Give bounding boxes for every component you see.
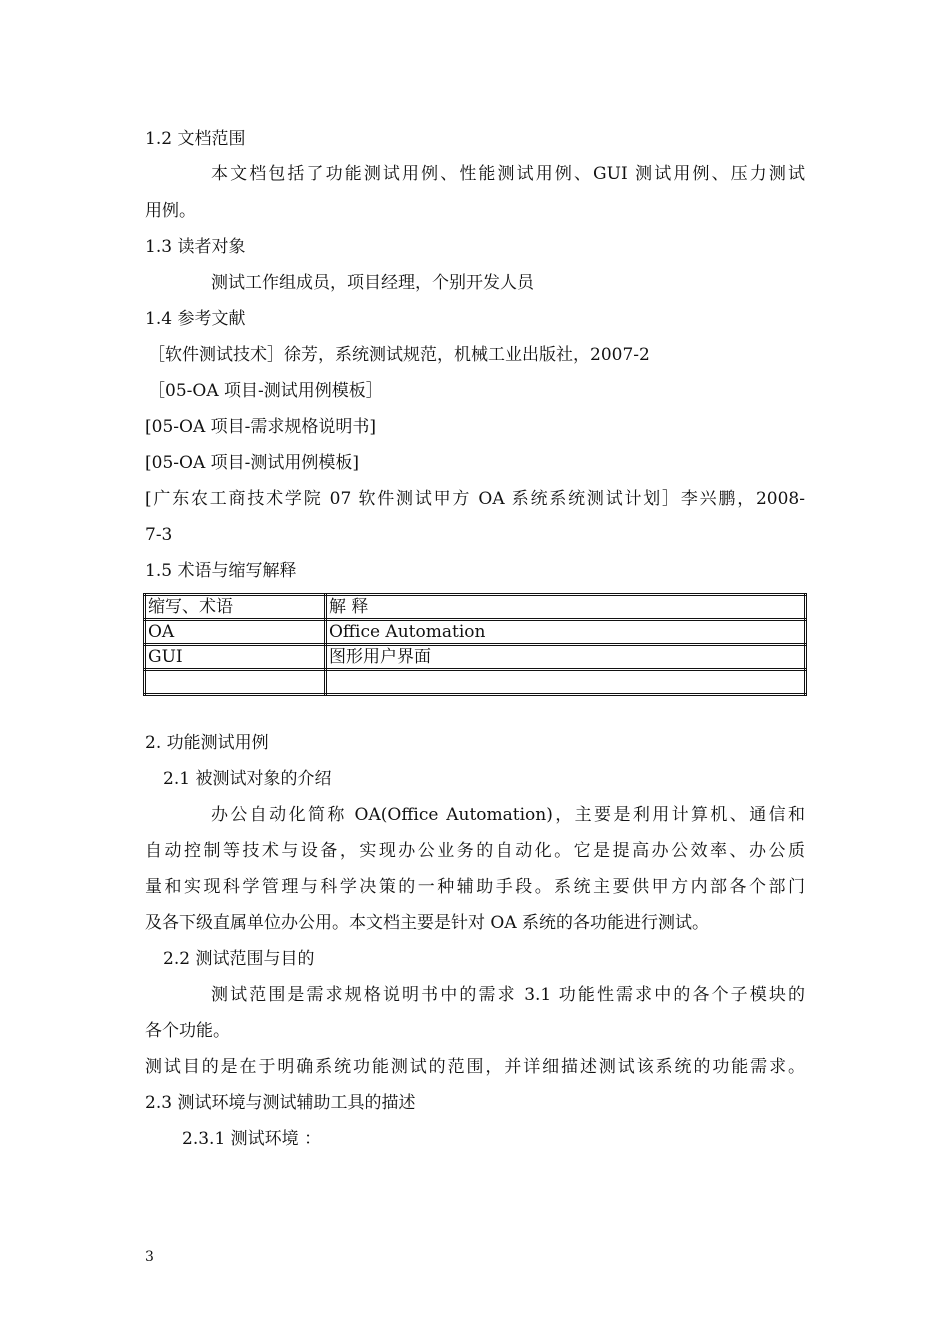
table-cell: GUI — [145, 645, 326, 670]
terms-table — [143, 593, 807, 696]
section-2-3-1-heading: 2.3.1 测试环境 ： — [182, 1129, 322, 1149]
table-header-row — [145, 595, 806, 620]
section-2-3-heading: 2.3 测试环境与测试辅助工具的描述 — [145, 1093, 416, 1113]
reference-item: ［软件测试技术］徐芳，系统测试规范，机械工业出版社，2007-2 — [148, 345, 650, 365]
table-cell: Office Automation — [326, 620, 806, 645]
table-header-cell: 缩写、术语 — [145, 595, 326, 620]
page-number: 3 — [145, 1249, 154, 1265]
section-2-2-body-line: 测试目的是在于明确系统功能测试的范围，并详细描述测试该系统的功能需求。 — [145, 1057, 805, 1077]
table-cell: OA — [145, 620, 326, 645]
reference-item-continuation: 7-3 — [145, 525, 173, 545]
reference-item: ［05-OA 项目-测试用例模板］ — [148, 381, 383, 401]
section-2-2-body-line: 各个功能。 — [145, 1021, 230, 1041]
section-2-1-body-line: 量和实现科学管理与科学决策的一种辅助手段。系统主要供甲方内部各个部门 — [145, 877, 805, 897]
table-row — [145, 670, 806, 695]
section-1-3-heading: 1.3 读者对象 — [145, 237, 246, 257]
section-2-1-body-line: 自动控制等技术与设备，实现办公业务的自动化。它是提高办公效率、办公质 — [145, 841, 805, 861]
section-2-1-heading: 2.1 被测试对象的介绍 — [163, 769, 332, 789]
section-2-1-body-line: 及各下级直属单位办公用。本文档主要是针对 OA 系统的各功能进行测试。 — [145, 913, 710, 933]
section-2-1-body-line: 办公自动化简称 OA(Office Automation)，主要是利用计算机、通信和 — [211, 805, 805, 825]
reference-item: [05-OA 项目-需求规格说明书] — [145, 417, 377, 437]
section-1-2-body-line: 用例。 — [145, 201, 196, 221]
table-cell — [145, 670, 326, 695]
section-1-5-heading: 1.5 术语与缩写解释 — [145, 561, 297, 581]
table-row — [145, 620, 806, 645]
section-2-2-body-line: 测试范围是需求规格说明书中的需求 3.1 功能性需求中的各个子模块的 — [211, 985, 805, 1005]
table-cell — [326, 670, 806, 695]
table-row — [145, 645, 806, 670]
section-1-2-heading: 1.2 文档范围 — [145, 129, 246, 149]
table-header-cell: 解 释 — [326, 595, 806, 620]
table-cell: 图形用户界面 — [326, 645, 806, 670]
section-2-heading: 2. 功能测试用例 — [145, 733, 269, 753]
reference-item: [05-OA 项目-测试用例模板] — [145, 453, 360, 473]
section-1-2-body-line: 本文档包括了功能测试用例、性能测试用例、GUI 测试用例、压力测试 — [211, 164, 805, 184]
section-1-4-heading: 1.4 参考文献 — [145, 309, 246, 329]
section-1-3-body: 测试工作组成员，项目经理，个别开发人员 — [211, 273, 534, 293]
section-2-2-heading: 2.2 测试范围与目的 — [163, 949, 315, 969]
reference-item: [广东农工商技术学院 07 软件测试甲方 OA 系统系统测试计划］李兴鹏，2008- — [145, 489, 805, 509]
